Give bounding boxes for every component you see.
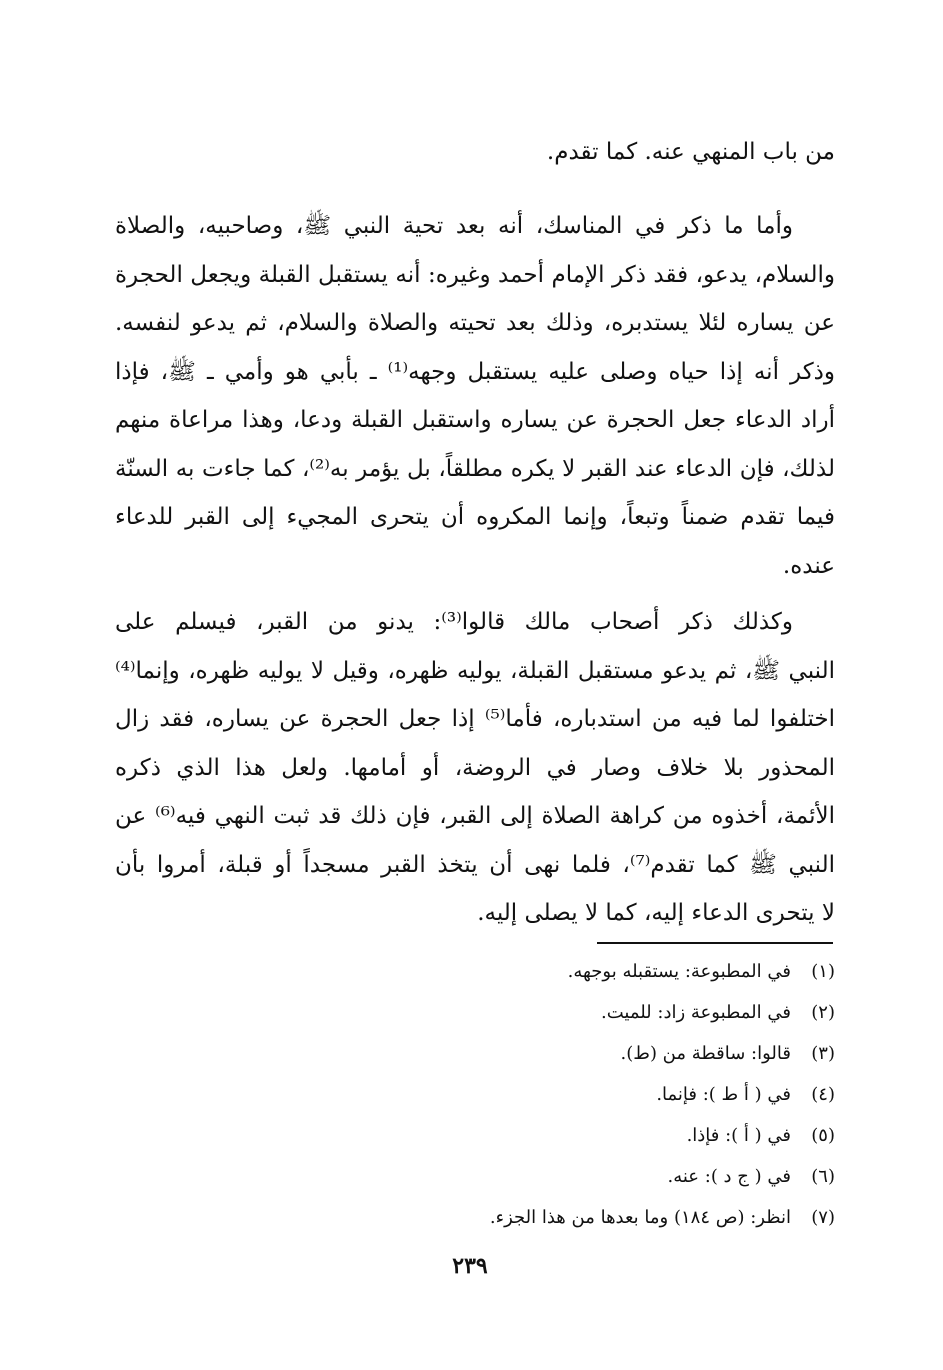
footnote xyxy=(400,1156,835,1197)
paragraph-1-line: والسلام، يدعو، فقد ذكر الإمام أحمد وغيره: أنه يستقبل القبلة ويجعل الحجرة xyxy=(115,261,835,288)
paragraph-2 xyxy=(115,598,835,938)
footnote xyxy=(400,1074,835,1115)
paragraph-2-line: النبي ﷺ، ثم يدعو مستقبل القبلة، يوليه ظهره، وقيل لا يوليه ظهره، وإنما⁽⁴⁾ xyxy=(115,657,835,684)
footnote-text: قالوا: ساقطة من (ط). xyxy=(620,1043,791,1064)
paragraph-1-line: لذلك، فإن الدعاء عند القبر لا يكره مطلقاً، بل يؤمر به⁽²⁾، كما جاءت به السنّة xyxy=(115,455,835,482)
paragraph-2-line: الأئمة، أخذوه من كراهة الصلاة إلى القبر، فإن ذلك قد ثبت النهي فيه⁽⁶⁾ عن xyxy=(115,803,835,829)
footnote-number: (٧) xyxy=(811,1207,835,1228)
footnote-text: في ( ج د ): عنه. xyxy=(667,1166,791,1187)
footnote-divider xyxy=(597,942,833,944)
paragraph-2-line: اختلفوا لما فيه من استدباره، فأما⁽⁵⁾ إذا جعل الحجرة عن يساره، فقد زال xyxy=(115,706,835,732)
footnote-text: في المطبوعة: يستقبله بوجهه. xyxy=(567,961,791,982)
paragraph-1-line: عنده. xyxy=(782,552,835,579)
footnote-number: (٢) xyxy=(811,1002,835,1023)
footnote-text: انظر: (ص ١٨٤) وما بعدها من هذا الجزء. xyxy=(489,1207,791,1228)
paragraph-2-line: لا يتحرى الدعاء إليه، كما لا يصلى إليه. xyxy=(477,900,835,926)
paragraph-2-line: المحذور بلا خلاف وصار في الروضة، أو أمامها. ولعل هذا الذي ذكره xyxy=(115,754,835,781)
footnote xyxy=(400,1197,835,1238)
footnote xyxy=(400,1115,835,1156)
footnote-number: (٤) xyxy=(811,1084,835,1105)
footnote-text: في ( أ ط ): فإنما. xyxy=(656,1084,791,1105)
footnote xyxy=(400,992,835,1033)
intro-line: من باب المنهي عنه. كما تقدم. xyxy=(546,139,835,165)
paragraph-1-line: عن يساره لئلا يستدبره، وذلك بعد تحيته والصلاة والسلام، ثم يدعو لنفسه. xyxy=(115,310,835,336)
footnote xyxy=(400,951,835,992)
paragraph-1-line: وأما ما ذكر في المناسك، أنه بعد تحية النبي ﷺ، وصاحبيه، والصلاة xyxy=(115,213,793,239)
footnote xyxy=(400,1033,835,1074)
paragraph-2-line: وكذلك ذكر أصحاب مالك قالوا⁽³⁾: يدنو من القبر، فيسلم على xyxy=(115,609,793,635)
footnote-text: في ( أ ): فإذا. xyxy=(686,1125,791,1146)
footnote-number: (٥) xyxy=(811,1125,835,1146)
paragraph-1 xyxy=(115,202,835,590)
footnote-number: (٦) xyxy=(811,1166,835,1187)
paragraph-1-line: فيما تقدم ضمناً وتبعاً، وإنما المكروه أن يتحرى المجيء إلى القبر للدعاء xyxy=(115,504,835,530)
paragraph-1-line: أراد الدعاء جعل الحجرة عن يساره واستقبل القبلة ودعا، وهذا مراعاة منهم xyxy=(115,407,835,433)
paragraph-2-line: النبي ﷺ كما تقدم⁽⁷⁾، فلما نهى أن يتخذ القبر مسجداً أو قبلة، أمروا بأن xyxy=(115,851,835,878)
intro-text xyxy=(115,128,835,177)
footnote-number: (١) xyxy=(811,961,835,982)
footnote-number: (٣) xyxy=(811,1043,835,1064)
footnotes xyxy=(400,951,835,1238)
paragraph-1-line: وذكر أنه إذا حياه وصلى عليه يستقبل وجهه⁽¹⁾ ـ بأبي هو وأمي ـ ﷺ، فإذا xyxy=(115,358,835,385)
footnote-text: في المطبوعة زاد: للميت. xyxy=(600,1002,791,1023)
page-number: ٢٣٩ xyxy=(452,1253,488,1279)
